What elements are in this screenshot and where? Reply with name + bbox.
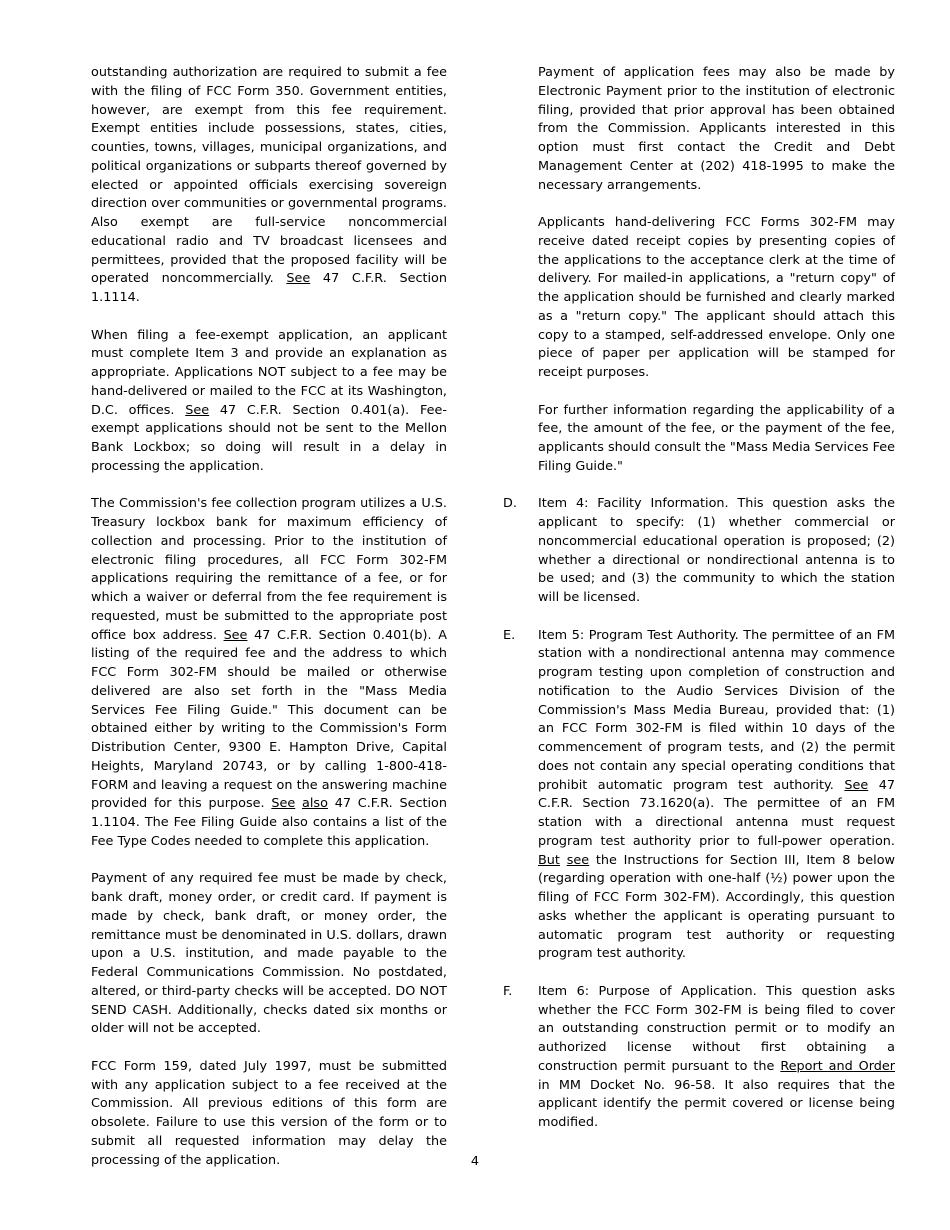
item-text: Item 4: Facility Information. This question asks the applicant to specify: (1) whether commercial or noncommercial educational operation is proposed; (2) whether a directional or nondirectional antenna is to be used; and (3) the community to which the station will be licensed. xyxy=(538,496,895,605)
left-column xyxy=(91,64,447,1189)
paragraph-exempt-entities: outstanding authorization are required to submit a fee with the filing of FCC Form 350. Government entities, however, are exempt from this fee requirement. Exempt entities include possessions, states, cities, counties, towns, villages, municipal organizations, and political organizations or subparts thereof governed by elected or appointed officials exercising sovereign direction over communities or governmental programs. Also exempt are full-service noncommercial educational radio and TV broadcast licensees and permittees, provided that the proposed facility will be operated noncommercially. See 47 C.F.R. Section 1.1114. xyxy=(91,65,447,305)
see-citation: See xyxy=(286,271,311,287)
item-letter: F. xyxy=(503,983,513,999)
paragraph-fee-exempt-filing: When filing a fee-exempt application, an applicant must complete Item 3 and provide an explanation as appropriate. Applications NOT subject to a fee may be hand-delivered or mailed to the FCC at its Washington, D.C. offices. See 47 C.F.R. Section 0.401(a). Fee-exempt applications should not be sent to the Mellon Bank Lockbox; so doing will result in a delay in processing the application. xyxy=(91,327,448,474)
paragraph-form-159: FCC Form 159, dated July 1997, must be submitted with any application subject to a fee received at the Commission. All previous editions of this form are obsolete. Failure to use this version of the form or to submit all requested information may delay the processing of the application. xyxy=(91,1058,447,1168)
see-citation: see xyxy=(566,852,590,868)
item-f-purpose-of-application: F. Item 6: Purpose of Application. This question asks whether the FCC Form 302-FM is being filed to cover an outstanding construction permit or to modify an authorized license without first obtaining a construction permit pursuant to the Report and Order in MM Docket No. 96-58. It also requires that the applicant identify the permit covered or license being modified. xyxy=(503,983,895,1130)
paragraph-payment-methods: Payment of any required fee must be made by check, bank draft, money order, or credit card. If payment is made by check, bank draft, or money order, the remittance must be denominated in U.S. dollars, drawn upon a U.S. institution, and made payable to the Federal Communications Commission. No postdated, altered, or third-party checks will be accepted. DO NOT SEND CASH. Additionally, checks dated six months or older will not be accepted. xyxy=(91,871,447,1037)
item-d-facility-information xyxy=(501,495,895,608)
but-citation: But xyxy=(538,852,560,868)
right-column xyxy=(501,64,895,1152)
page-number: 4 xyxy=(470,1154,480,1169)
see-citation: See xyxy=(271,796,296,812)
paragraph-fee-collection: The Commission's fee collection program utilizes a U.S. Treasury lockbox bank for maximum efficiency of collection and processing. Prior to the institution of electronic filing procedures, all FCC Form 302-FM applications requiring the remittance of a fee, or for which a waiver or deferral from the fee requirement is requested, must be submitted to the appropriate post office box address. See 47 C.F.R. Section 0.401(b). A listing of the required fee and the address to which FCC Form 302-FM should be mailed or otherwise delivered are also set forth in the "Mass Media Services Fee Filing Guide." This document can be obtained either by writing to the Commission's Form Distribution Center, 9300 E. Hampton Drive, Capital Heights, Maryland 20743, or by calling 1-800-418-FORM and leaving a request on the answering machine provided for this purpose. See also 47 C.F.R. Section 1.1104. The Fee Filing Guide also contains a list of the Fee Type Codes needed to complete this application. xyxy=(91,496,447,849)
see-citation: See xyxy=(223,627,248,643)
item-e-program-test-authority: E. Item 5: Program Test Authority. The permittee of an FM station with a nondirectional antenna may commence program testing upon completion of construction and notification to the Audio Services Division of the Commission's Mass Media Bureau, provided that: (1) an FCC Form 302-FM is filed within 10 days of the commencement of program tests, and (2) the permit does not contain any special operating conditions that prohibit automatic program test authority. See 47 C.F.R. Section 73.1620(a). The permittee of an FM station with a directional antenna must request program test authority prior to full-power operation. But see the Instructions for Section III, Item 8 below (regarding operation with one-half (½) power upon the filing of FCC Form 302-FM). Accordingly, this question asks whether the applicant is operating pursuant to automatic program test authority or requesting program test authority. xyxy=(503,627,895,962)
paragraph-hand-delivery: Applicants hand-delivering FCC Forms 302-FM may receive dated receipt copies by presenting copies of the applications to the acceptance clerk at the time of delivery. For mailed-in applications, a "return copy" of the application should be furnished and clearly marked as a "return copy." The applicant should attach this copy to a stamped, self-addressed envelope. Only one piece of paper per application will be stamped for receipt purposes. xyxy=(538,215,895,380)
report-and-order-title: Report and Order xyxy=(780,1058,895,1074)
also-citation: also xyxy=(302,796,328,812)
item-letter: D. xyxy=(503,496,517,512)
item-letter: E. xyxy=(503,627,516,643)
see-citation: See xyxy=(185,402,210,418)
see-citation: See xyxy=(844,777,869,793)
paragraph-electronic-payment: Payment of application fees may also be made by Electronic Payment prior to the institution of electronic filing, provided that prior approval has been obtained from the Commission. Applicants interested in this option must first contact the Credit and Debt Management Center at (202) 418-1995 to make the necessary arrangements. xyxy=(538,65,895,193)
paragraph-further-information: For further information regarding the applicability of a fee, the amount of the fee, or the payment of the fee, applicants should consult the "Mass Media Services Fee Filing Guide." xyxy=(538,402,895,474)
